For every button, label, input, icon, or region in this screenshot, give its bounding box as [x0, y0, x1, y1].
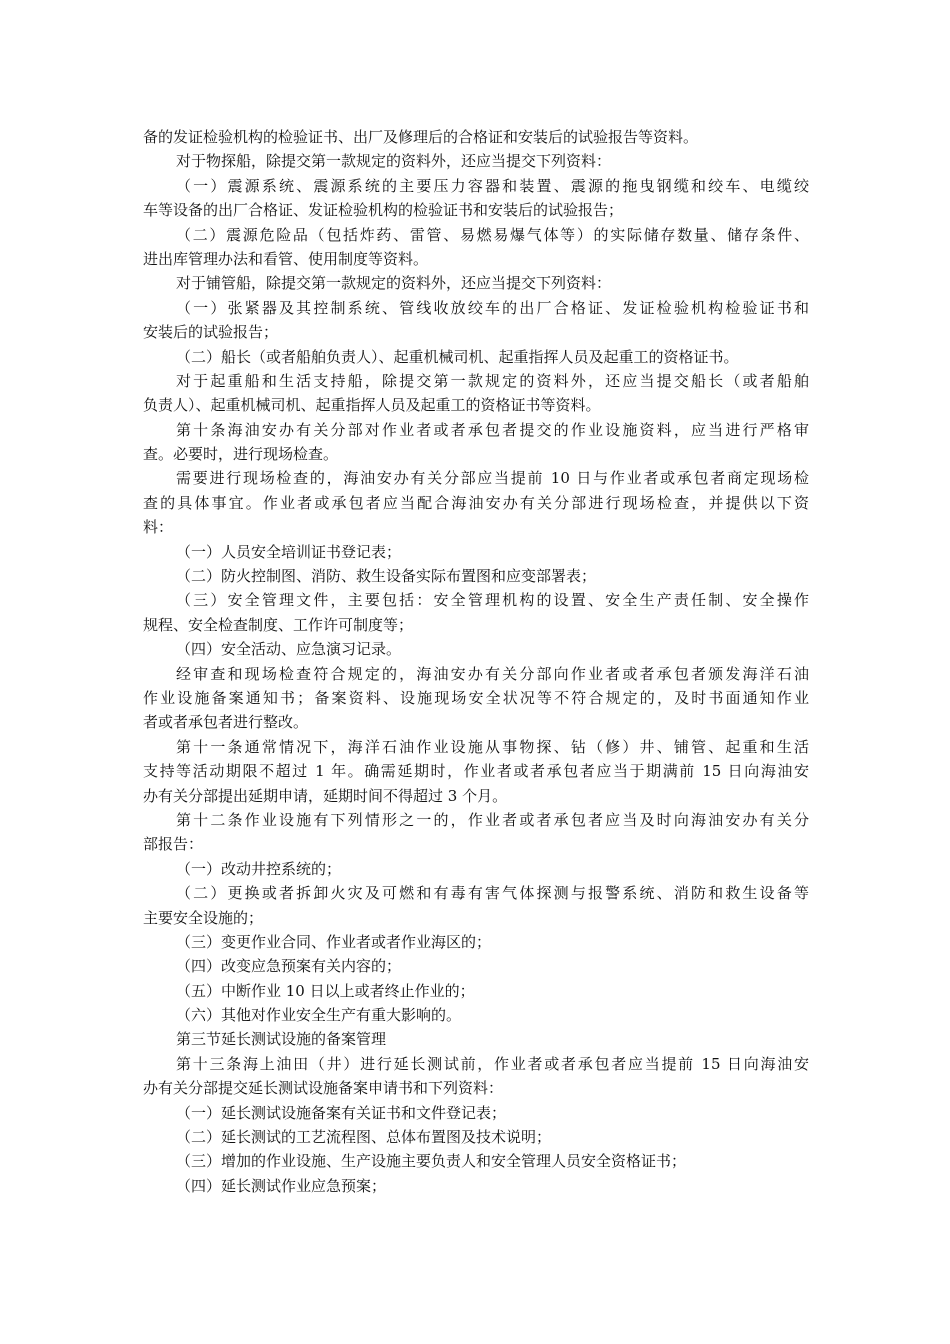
text-line: 对于物探船，除提交第一款规定的资料外，还应当提交下列资料： — [176, 152, 612, 171]
text-line: 需要进行现场检查的，海油安办有关分部应当提前 10 日与作业者或承包者商定现场检 — [176, 469, 809, 488]
text-line: 负责人）、起重机械司机、起重指挥人员及起重工的资格证书等资料。 — [143, 396, 601, 415]
text-line: 规程、安全检查制度、工作许可制度等； — [143, 615, 414, 634]
text-line: （四）安全活动、应急演习记录。 — [176, 640, 402, 659]
text-line: 第十二条作业设施有下列情形之一的，作业者或者承包者应当及时向海油安办有关分 — [176, 810, 809, 829]
text-line: （二）震源危险品（包括炸药、雷管、易燃易爆气体等）的实际储存数量、储存条件、 — [176, 225, 809, 244]
text-line: 料： — [143, 518, 174, 537]
text-line: （四）改变应急预案有关内容的； — [176, 957, 402, 976]
text-line: 第三节延长测试设施的备案管理 — [176, 1030, 387, 1049]
text-line: （一）震源系统、震源系统的主要压力容器和装置、震源的拖曳钢缆和绞车、电缆绞 — [176, 176, 809, 195]
text-line: 车等设备的出厂合格证、发证检验机构的检验证书和安装后的试验报告； — [143, 201, 624, 220]
text-line: （三）安全管理文件，主要包括：安全管理机构的设置、安全生产责任制、安全操作 — [176, 591, 809, 610]
text-line: 办有关分部提出延期申请，延期时间不得超过 3 个月。 — [143, 786, 508, 805]
text-line: （二）防火控制图、消防、救生设备实际布置图和应变部署表； — [176, 567, 597, 586]
text-line: 安装后的试验报告； — [143, 323, 279, 342]
text-line: 第十一条通常情况下，海洋石油作业设施从事物探、钻（修）井、铺管、起重和生活 — [176, 737, 809, 756]
text-line: （一）延长测试设施备案有关证书和文件登记表； — [176, 1103, 507, 1122]
text-line: （二）更换或者拆卸火灾及可燃和有毒有害气体探测与报警系统、消防和救生设备等 — [176, 884, 809, 903]
text-line: （二）延长测试的工艺流程图、总体布置图及技术说明； — [176, 1128, 552, 1147]
text-line: （六）其他对作业安全生产有重大影响的。 — [176, 1006, 462, 1025]
text-line: （三）变更作业合同、作业者或者作业海区的； — [176, 932, 492, 951]
text-line: 办有关分部提交延长测试设施备案申请书和下列资料： — [143, 1079, 504, 1098]
text-line: 查的具体事宜。作业者或承包者应当配合海油安办有关分部进行现场检查，并提供以下资 — [143, 493, 809, 512]
text-line: （五）中断作业 10 日以上或者终止作业的； — [176, 981, 475, 1000]
text-line: （三）增加的作业设施、生产设施主要负责人和安全管理人员安全资格证书； — [176, 1152, 687, 1171]
text-line: （二）船长（或者船舶负责人）、起重机械司机、起重指挥人员及起重工的资格证书。 — [176, 347, 739, 366]
text-line: 第十三条海上油田（井）进行延长测试前，作业者或者承包者应当提前 15 日向海油安 — [176, 1054, 809, 1073]
text-line: 对于起重船和生活支持船，除提交第一款规定的资料外，还应当提交船长（或者船舶 — [176, 371, 809, 390]
text-line: （一）改动井控系统的； — [176, 859, 342, 878]
text-line: 第十条海油安办有关分部对作业者或者承包者提交的作业设施资料，应当进行严格审 — [176, 420, 809, 439]
document-page — [143, 125, 809, 1198]
text-line: 对于铺管船，除提交第一款规定的资料外，还应当提交下列资料： — [176, 274, 612, 293]
text-line: （四）延长测试作业应急预案； — [176, 1176, 387, 1195]
text-line: 部报告： — [143, 835, 204, 854]
text-line: （一）张紧器及其控制系统、管线收放绞车的出厂合格证、发证检验机构检验证书和 — [176, 298, 809, 317]
text-line: （一）人员安全培训证书登记表； — [176, 542, 402, 561]
text-line: 支持等活动期限不超过 1 年。确需延期时，作业者或者承包者应当于期满前 15 日向海油安 — [143, 762, 809, 781]
text-line: 者或者承包者进行整改。 — [143, 713, 309, 732]
text-line: 经审查和现场检查符合规定的，海油安办有关分部向作业者或者承包者颁发海洋石油 — [176, 664, 809, 683]
text-line: 主要安全设施的； — [143, 908, 264, 927]
text-line: 进出库管理办法和看管、使用制度等资料。 — [143, 249, 429, 268]
text-line: 备的发证检验机构的检验证书、出厂及修理后的合格证和安装后的试验报告等资料。 — [143, 128, 699, 146]
text-line: 作业设施备案通知书；备案资料、设施现场安全状况等不符合规定的，及时书面通知作业 — [143, 688, 809, 707]
text-line: 查。必要时，进行现场检查。 — [143, 445, 339, 464]
